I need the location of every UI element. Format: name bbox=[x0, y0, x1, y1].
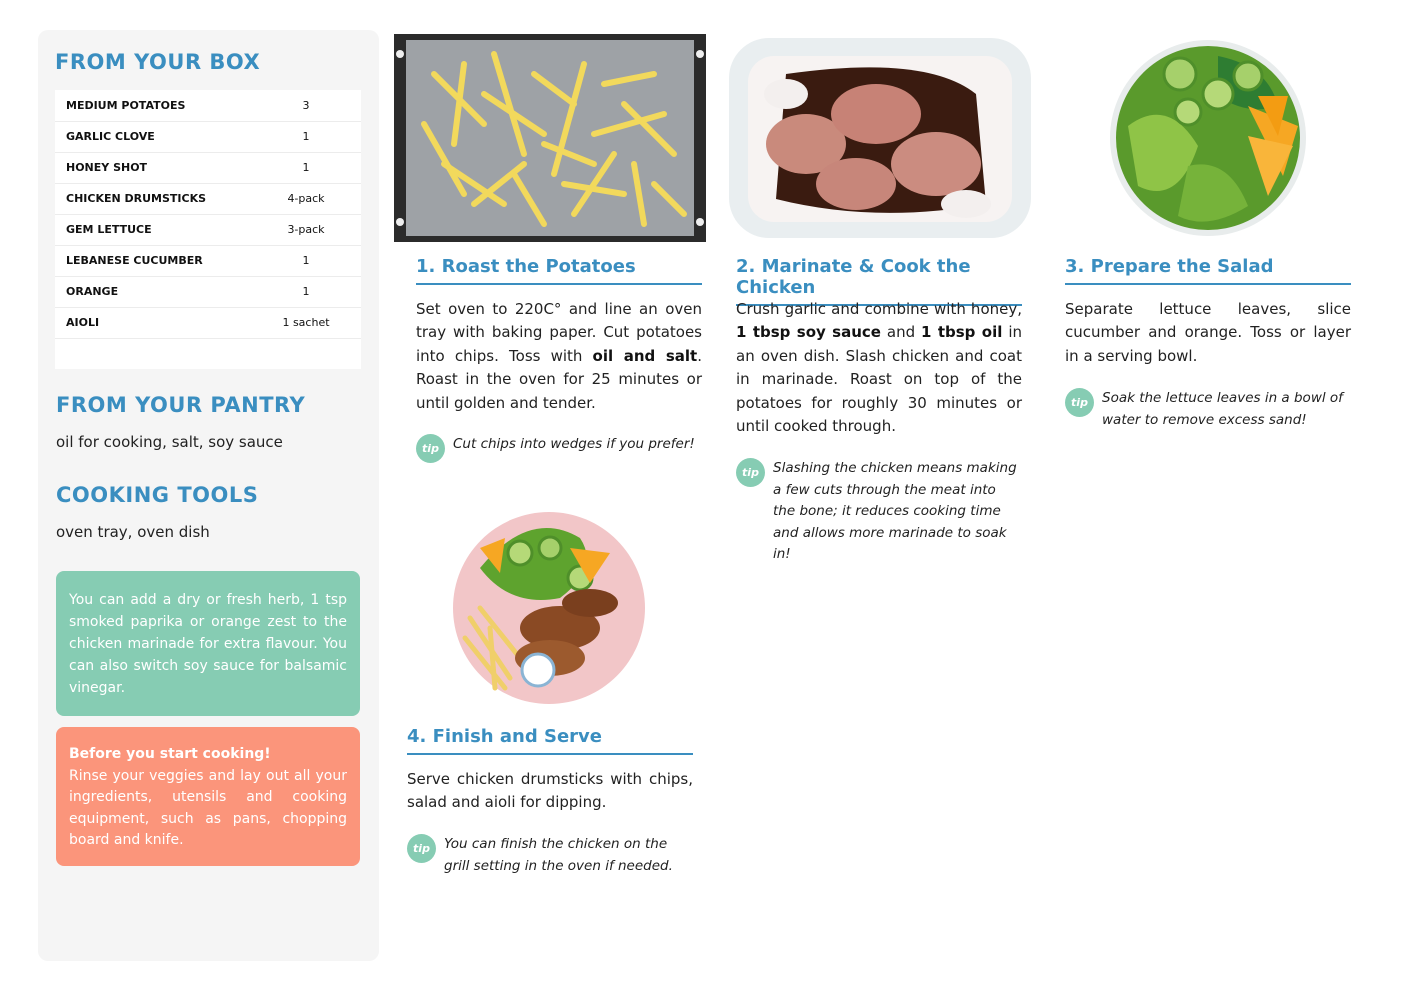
tip-badge-icon: tip bbox=[1065, 388, 1094, 417]
step2-text-part: and bbox=[880, 323, 922, 342]
ingredient-quantity: 4-pack bbox=[287, 192, 325, 205]
ingredient-name: HONEY SHOT bbox=[66, 161, 148, 174]
box-ingredient-row bbox=[55, 276, 361, 307]
step2-text-part: in an oven dish. Slash chicken and coat in marinade. Roast on top of the potatoes for roughly 30 minutes or until cooked through. bbox=[736, 323, 1022, 436]
box-ingredient-row bbox=[55, 214, 361, 245]
step4-tip-text: You can finish the chicken on the grill setting in the oven if needed. bbox=[444, 836, 673, 874]
ingredient-name: GARLIC CLOVE bbox=[66, 130, 155, 143]
pantry-text: oil for cooking, salt, soy sauce bbox=[56, 433, 283, 451]
ingredient-quantity: 1 sachet bbox=[282, 316, 330, 329]
before-title: Before you start cooking! bbox=[69, 746, 271, 762]
step4-text: Serve chicken drumsticks with chips, salad and aioli for dipping. bbox=[407, 770, 693, 812]
ingredient-quantity: 3 bbox=[302, 98, 310, 112]
chicken-dish-photo bbox=[726, 34, 1034, 244]
pantry-title: FROM YOUR PANTRY bbox=[56, 393, 306, 417]
step3-tip bbox=[1065, 388, 1351, 431]
plated-meal-photo bbox=[450, 508, 648, 708]
step4-tip bbox=[407, 834, 693, 877]
step2-tip bbox=[736, 458, 1022, 566]
ingredient-name: AIOLI bbox=[66, 316, 100, 329]
box-ingredient-row bbox=[55, 152, 361, 183]
box-ingredient-row bbox=[55, 121, 361, 152]
step2-title: 2. Marinate & Cook the Chicken bbox=[736, 256, 1022, 306]
ingredient-quantity: 3-pack bbox=[287, 223, 325, 236]
variation-tip-box: You can add a dry or fresh herb, 1 tsp smoked paprika or orange zest to the chicken marinade for extra flavour. You can also switch soy sauce for balsamic vinegar. bbox=[56, 571, 360, 716]
step2-tip-text: Slashing the chicken means making a few cuts through the meat into the bone; it reduces cooking time and allows more marinade to soak in! bbox=[773, 460, 1017, 562]
box-ingredient-row bbox=[55, 307, 361, 338]
ingredient-quantity: 1 bbox=[302, 254, 310, 267]
box-table-blank-row bbox=[55, 338, 361, 369]
step2-text-part: Crush garlic and combine with honey, bbox=[736, 300, 1022, 318]
step1-text bbox=[416, 298, 702, 415]
salad-bowl-photo bbox=[1108, 36, 1308, 240]
ingredient-quantity: 1 bbox=[302, 285, 310, 298]
step1-tip bbox=[416, 434, 702, 463]
ingredient-name: CHICKEN DRUMSTICKS bbox=[66, 192, 207, 205]
step1-text-part: Set oven to 220C° and line an oven tray with baking paper. Cut potatoes into chips. Toss with bbox=[416, 300, 702, 365]
ingredient-name: GEM LETTUCE bbox=[66, 223, 152, 236]
tools-text: oven tray, oven dish bbox=[56, 523, 210, 541]
step3-text: Separate lettuce leaves, slice cucumber and orange. Toss or layer in a serving bowl. bbox=[1065, 300, 1351, 365]
tip-badge-icon: tip bbox=[416, 434, 445, 463]
tip-badge-icon: tip bbox=[736, 458, 765, 487]
sidebar bbox=[38, 30, 379, 961]
step1-tip-text: Cut chips into wedges if you prefer! bbox=[453, 436, 695, 452]
step1-title: 1. Roast the Potatoes bbox=[416, 256, 702, 285]
box-title: FROM YOUR BOX bbox=[55, 50, 261, 74]
ingredient-quantity: 1 bbox=[302, 130, 310, 143]
ingredient-name: ORANGE bbox=[66, 285, 119, 298]
step3-tip-text: Soak the lettuce leaves in a bowl of water to remove excess sand! bbox=[1102, 390, 1343, 428]
step2-text bbox=[736, 298, 1022, 438]
box-ingredient-row bbox=[55, 245, 361, 276]
box-ingredient-row bbox=[55, 90, 361, 121]
step1-text-part: . Roast in the oven for 25 minutes or until golden and tender. bbox=[416, 346, 702, 412]
step3-title: 3. Prepare the Salad bbox=[1065, 256, 1351, 285]
ingredient-name: MEDIUM POTATOES bbox=[66, 98, 186, 112]
tools-title: COOKING TOOLS bbox=[56, 483, 259, 507]
step2-text-bold: 1 tbsp oil bbox=[921, 323, 1003, 342]
ingredient-name: LEBANESE CUCUMBER bbox=[66, 254, 203, 267]
step4-title: 4. Finish and Serve bbox=[407, 726, 693, 755]
potatoes-tray-photo bbox=[394, 34, 706, 242]
box-ingredient-row bbox=[55, 183, 361, 214]
box-ingredients-table bbox=[55, 90, 361, 369]
ingredient-quantity: 1 bbox=[302, 161, 310, 174]
step1-text-bold: oil and salt bbox=[592, 346, 698, 365]
before-text: Rinse your veggies and lay out all your ingredients, utensils and cooking equipment, such as pans, chopping board and knife. bbox=[69, 767, 347, 848]
before-cooking-box bbox=[56, 727, 360, 866]
tip-badge-icon: tip bbox=[407, 834, 436, 863]
step2-text-bold: 1 tbsp soy sauce bbox=[736, 323, 881, 342]
